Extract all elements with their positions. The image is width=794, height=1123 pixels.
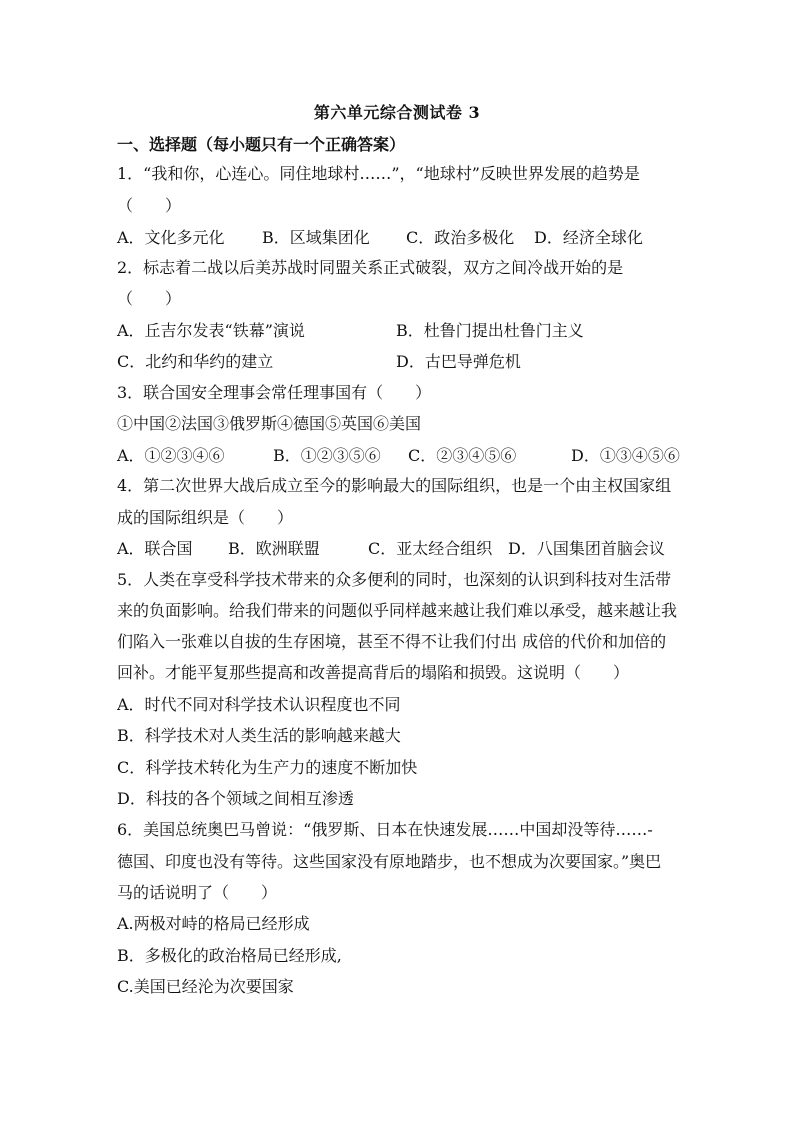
question-3-option-d: D．①③④⑤⑥ bbox=[571, 446, 680, 465]
section-heading: 一、选择题（每小题只有一个正确答案） bbox=[117, 135, 406, 154]
question-4-option-b: B．欧洲联盟 bbox=[228, 539, 320, 558]
question-2-paren: （ ） bbox=[117, 289, 182, 308]
question-6-option-a: A.两极对峙的格局已经形成 bbox=[117, 914, 310, 933]
question-2-option-d: D．古巴导弹危机 bbox=[396, 352, 521, 371]
question-5-stem-line-3: 们陷入一张难以自拔的生存困境，甚至不得不让我们付出 成倍的代价和加倍的 bbox=[117, 632, 667, 651]
question-4-stem-line-1: 4．第二次世界大战后成立至今的影响最大的国际组织，也是一个由主权国家组 bbox=[117, 476, 672, 495]
question-1-option-c: C．政治多极化 bbox=[406, 228, 515, 247]
question-1-option-a: A．文化多元化 bbox=[117, 228, 225, 247]
question-3-list: ①中国②法国③俄罗斯④德国⑤英国⑥美国 bbox=[117, 414, 422, 433]
question-1-stem: 1．“我和你，心连心。同住地球村……”，“地球村”反映世界发展的趋势是 bbox=[117, 164, 640, 183]
question-2-option-c: C．北约和华约的建立 bbox=[117, 352, 274, 371]
question-3-option-a: A．①②③④⑥ bbox=[117, 446, 225, 465]
question-4-stem-line-2: 成的国际组织是（ ） bbox=[117, 508, 294, 527]
question-5-option-b: B．科学技术对人类生活的影响越来越大 bbox=[117, 726, 401, 745]
question-4-option-a: A．联合国 bbox=[117, 539, 193, 558]
question-1-paren: （ ） bbox=[117, 196, 182, 215]
question-4-option-c: C．亚太经合组织 bbox=[368, 539, 493, 558]
page-title: 第六单元综合测试卷 3 bbox=[313, 103, 481, 122]
question-3-option-b: B．①②③⑤⑥ bbox=[273, 446, 381, 465]
question-5-option-a: A．时代不同对科学技术认识程度也不同 bbox=[117, 695, 401, 714]
question-6-option-c: C.美国已经沦为次要国家 bbox=[117, 977, 294, 996]
question-5-stem-line-2: 来的负面影响。给我们带来的问题似乎同样越来越让我们难以承受，越来越让我 bbox=[117, 601, 678, 620]
question-5-option-c: C．科学技术转化为生产力的速度不断加快 bbox=[117, 758, 418, 777]
question-6-stem-line-1: 6．美国总统奥巴马曾说：“俄罗斯、日本在快速发展……中国却没等待……- bbox=[117, 820, 653, 839]
question-2-option-a: A．丘吉尔发表“铁幕”演说 bbox=[117, 321, 305, 340]
question-3-option-c: C．②③④⑤⑥ bbox=[408, 446, 517, 465]
question-4-option-d: D．八国集团首脑会议 bbox=[508, 539, 665, 558]
question-6-stem-line-3: 马的话说明了（ ） bbox=[117, 883, 278, 902]
question-5-stem-line-4: 回补。才能平复那些提高和改善提高背后的塌陷和损毁。这说明（ ） bbox=[117, 663, 630, 682]
question-2-stem: 2．标志着二战以后美苏战时同盟关系正式破裂，双方之间冷战开始的是 bbox=[117, 258, 624, 277]
question-1-option-d: D．经济全球化 bbox=[534, 228, 643, 247]
question-2-option-b: B．杜鲁门提出杜鲁门主义 bbox=[396, 321, 584, 340]
question-5-option-d: D．科技的各个领域之间相互渗透 bbox=[117, 789, 354, 808]
question-5-stem-line-1: 5．人类在享受科学技术带来的众多便利的同时，也深刻的认识到科技对生活带 bbox=[117, 570, 672, 589]
question-1-option-b: B．区域集团化 bbox=[262, 228, 370, 247]
question-3-stem: 3．联合国安全理事会常任理事国有（ ） bbox=[117, 383, 432, 402]
question-6-option-b: B．多极化的政治格局已经形成, bbox=[117, 946, 342, 965]
question-6-stem-line-2: 德国、印度也没有等待。这些国家没有原地踏步，也不想成为次要国家。”奥巴 bbox=[117, 852, 662, 871]
